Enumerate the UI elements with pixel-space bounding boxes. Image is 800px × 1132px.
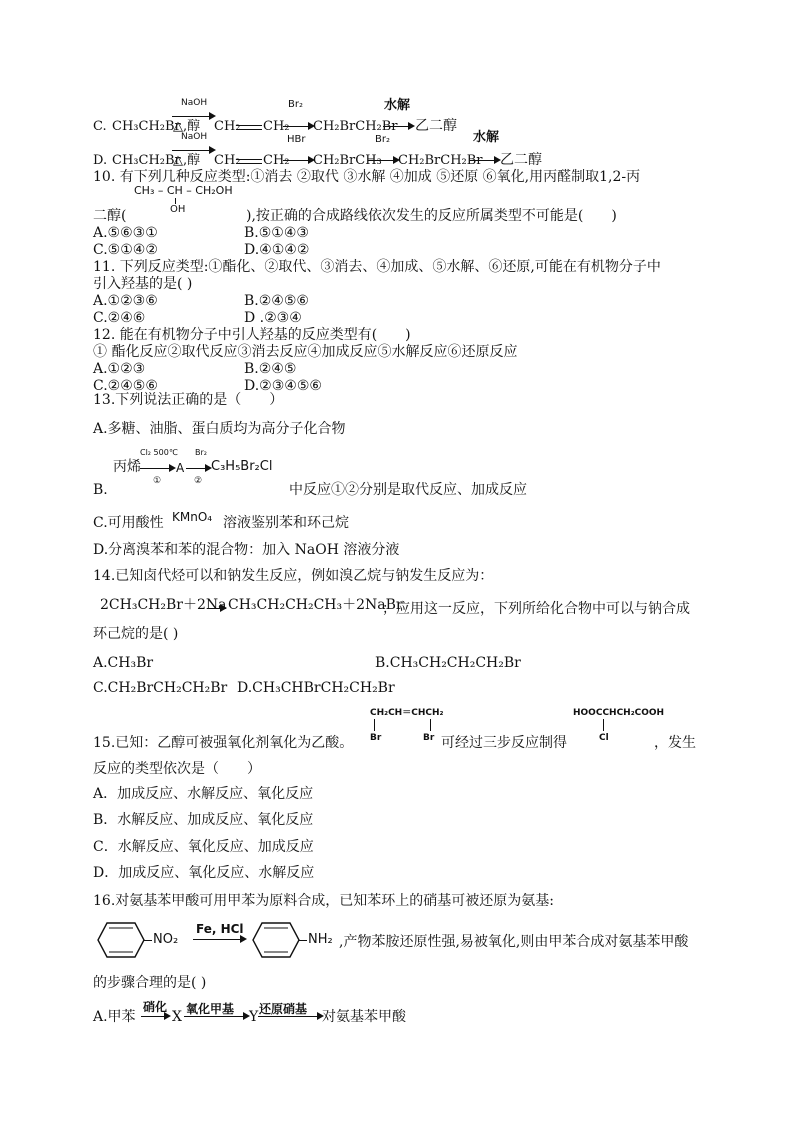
choice-b[interactable]: B.②④⑤⑥ — [244, 293, 309, 309]
bromine-label: Br — [370, 733, 382, 743]
arrow — [186, 468, 210, 469]
question-stem: 引入羟基的是( ) — [93, 276, 193, 292]
question-stem: 15.已知：乙醇可被强氧化剂氧化为乙酸。 — [93, 735, 354, 751]
choice-c[interactable]: C.②④⑤⑥ — [93, 378, 158, 394]
reagent: Br₂ — [375, 134, 390, 145]
product: CH₂ — [263, 153, 290, 168]
question-stem: ，发生 — [654, 735, 696, 751]
arrow — [283, 160, 313, 161]
reagent: Br₂ — [288, 99, 303, 110]
product: 对氨基苯甲酸 — [322, 1009, 406, 1025]
choice-d[interactable]: D.④①④② — [244, 242, 310, 258]
structure-formula: CH₂CH＝CHCH₂ — [370, 708, 444, 718]
equation-right: CH₃CH₂CH₂CH₃＋2NaBr — [228, 597, 403, 613]
arrow — [141, 1016, 169, 1017]
bond-line — [299, 940, 307, 941]
choice-a[interactable]: A.①②③ — [93, 361, 146, 377]
question-stem: 反应的类型依次是（ ） — [93, 761, 261, 777]
arrow — [172, 150, 214, 151]
arrow — [283, 126, 313, 127]
question-stem: ,产物苯胺还原性强,易被氧化,则由甲苯合成对氨基苯甲酸 — [339, 934, 689, 950]
choice-b[interactable]: B．水解反应、加成反应、氧化反应 — [93, 812, 314, 828]
arrow — [140, 468, 174, 469]
bond-line — [430, 719, 431, 731]
product: CH₂BrCH₂Br — [398, 153, 483, 168]
structure-formula: CH₃ – CH – CH₂OH — [134, 184, 233, 197]
reactant: CH₃CH₂Br — [112, 153, 181, 168]
amino-group: NH₂ — [308, 932, 333, 947]
arrow — [258, 1016, 322, 1017]
question-stem: 的步骤合理的是( ) — [93, 975, 207, 991]
chlorine-label: Cl — [599, 733, 609, 743]
condition-below: △,醇 — [173, 153, 201, 168]
choice-d[interactable]: D .②③④ — [244, 310, 302, 326]
choice-d[interactable]: D.②③④⑤⑥ — [244, 378, 322, 394]
choice-b[interactable]: B.②④⑤ — [244, 361, 297, 377]
choice-a[interactable]: A.多糖、油脂、蛋白质均为高分子化合物 — [93, 421, 346, 437]
intermediate: A — [176, 461, 185, 475]
intermediate: Y — [249, 1009, 259, 1025]
intermediate: X — [172, 1009, 182, 1025]
question-stem: 16.对氨基苯甲酸可用甲苯为原料合成，已知苯环上的硝基可被还原为氨基: — [93, 893, 554, 909]
choice-c-text: 溶液鉴别苯和环己烷 — [223, 515, 349, 531]
product: CH₂BrCH₂Br — [313, 119, 398, 134]
naoh-condition: NaOH — [181, 132, 208, 142]
product: CH₂ — [214, 153, 241, 168]
choice-a[interactable]: A．加成反应、水解反应、氧化反应 — [93, 786, 314, 802]
product: C₃H₅Br₂Cl — [211, 459, 273, 474]
question-stem: ① 酯化反应②取代反应③消去反应④加成反应⑤水解反应⑥还原反应 — [93, 344, 518, 360]
question-stem: 10. 有下列几种反应类型:①消去 ②取代 ③水解 ④加成 ⑤还原 ⑥氧化,用丙醛制取1,2-丙 — [93, 169, 641, 185]
choice-c[interactable]: C.可用酸性 — [93, 515, 164, 531]
question-stem: 14.已知卤代烃可以和钠发生反应，例如溴乙烷与钠发生反应为： — [93, 568, 494, 584]
question-stem: 11. 下列反应类型:①酯化、②取代、③消去、④加成、⑤水解、⑥还原,可能在有机物分子中 — [93, 259, 661, 275]
product: 乙二醇 — [415, 118, 457, 134]
choice-c[interactable]: C.②④⑥ — [93, 310, 146, 326]
double-bond — [236, 159, 262, 164]
choice-a[interactable]: A.①②③⑥ — [93, 293, 158, 309]
choice-b[interactable]: B.CH₃CH₂CH₂CH₂Br — [375, 655, 521, 671]
product: CH₂BrCH₃ — [313, 153, 382, 168]
bond-line — [144, 940, 152, 941]
double-bond — [236, 125, 262, 130]
step-label: 氧化甲基 — [186, 1002, 235, 1016]
choice-a[interactable]: A.⑤⑥③① — [93, 225, 158, 241]
product: CH₂ — [214, 119, 241, 134]
question-stem: ),按正确的合成路线依次发生的反应所属类型不可能是( ) — [246, 208, 617, 224]
arrow — [469, 160, 499, 161]
question-stem: 13.下列说法正确的是（ ） — [93, 392, 284, 408]
step-label: 硝化 — [143, 1000, 168, 1014]
reagent: 水解 — [473, 130, 500, 145]
benzene-ring-icon — [97, 921, 145, 959]
choice-d[interactable]: D.CH₃CHBrCH₂CH₂Br — [237, 680, 395, 696]
bromine-label: Br — [423, 733, 435, 743]
reactant: 丙烯 — [113, 459, 141, 475]
structure-formula: HOOCCHCH₂COOH — [573, 708, 665, 718]
benzene-ring-icon — [252, 921, 300, 959]
bond-line — [374, 719, 375, 731]
bond-line — [603, 719, 604, 731]
question-stem: 环己烷的是( ) — [93, 626, 179, 642]
condition-below: △,醇 — [173, 119, 201, 134]
choice-a[interactable]: A.CH₃Br — [93, 655, 154, 671]
formula: KMnO₄ — [172, 510, 213, 524]
option-label: D. — [93, 153, 108, 168]
choice-c[interactable]: C.⑤①④② — [93, 242, 158, 258]
condition: Cl₂ 500℃ — [140, 448, 178, 457]
arrow — [383, 126, 413, 127]
choice-c[interactable]: C.CH₂BrCH₂CH₂Br — [93, 680, 228, 696]
arrow — [184, 1016, 248, 1017]
choice-c[interactable]: C．水解反应、氧化反应、加成反应 — [93, 839, 314, 855]
naoh-condition: NaOH — [181, 98, 208, 108]
reagent: 水解 — [384, 98, 411, 113]
nitro-group: NO₂ — [153, 932, 179, 947]
question-stem: 二醇( — [93, 208, 127, 224]
equation-left: 2CH₃CH₂Br＋2Na — [100, 597, 227, 613]
arrow — [193, 939, 245, 940]
structure-oh: OH — [170, 204, 186, 215]
arrow — [368, 160, 398, 161]
choice-b-label[interactable]: B. — [93, 482, 108, 498]
option-label: C. — [93, 119, 107, 134]
question-stem: 可经过三步反应制得 — [441, 735, 567, 751]
reagent: Fe, HCl — [196, 922, 244, 936]
reagent: HBr — [287, 134, 306, 145]
choice-b[interactable]: B.⑤①④③ — [244, 225, 309, 241]
reactant: CH₃CH₂Br — [112, 119, 181, 134]
product: 乙二醇 — [500, 152, 542, 168]
question-stem: ；应用这一反应，下列所给化合物中可以与钠合成 — [382, 601, 690, 617]
choice-a-label[interactable]: A.甲苯 — [93, 1009, 136, 1025]
question-stem: 12. 能在有机物分子中引人羟基的反应类型有( ) — [93, 327, 411, 343]
choice-d[interactable]: D．加成反应、氧化反应、水解反应 — [93, 865, 315, 881]
step-label: 还原硝基 — [259, 1002, 308, 1016]
condition: Br₂ — [195, 448, 207, 457]
choice-d[interactable]: D.分离溴苯和苯的混合物：加入 NaOH 溶液分液 — [93, 542, 400, 558]
step-number: ① — [153, 476, 162, 486]
choice-b-text: 中反应①②分别是取代反应、加成反应 — [289, 482, 527, 498]
step-number: ② — [194, 476, 203, 486]
arrow — [207, 608, 225, 609]
arrow — [172, 116, 214, 117]
product: CH₂ — [263, 119, 290, 134]
